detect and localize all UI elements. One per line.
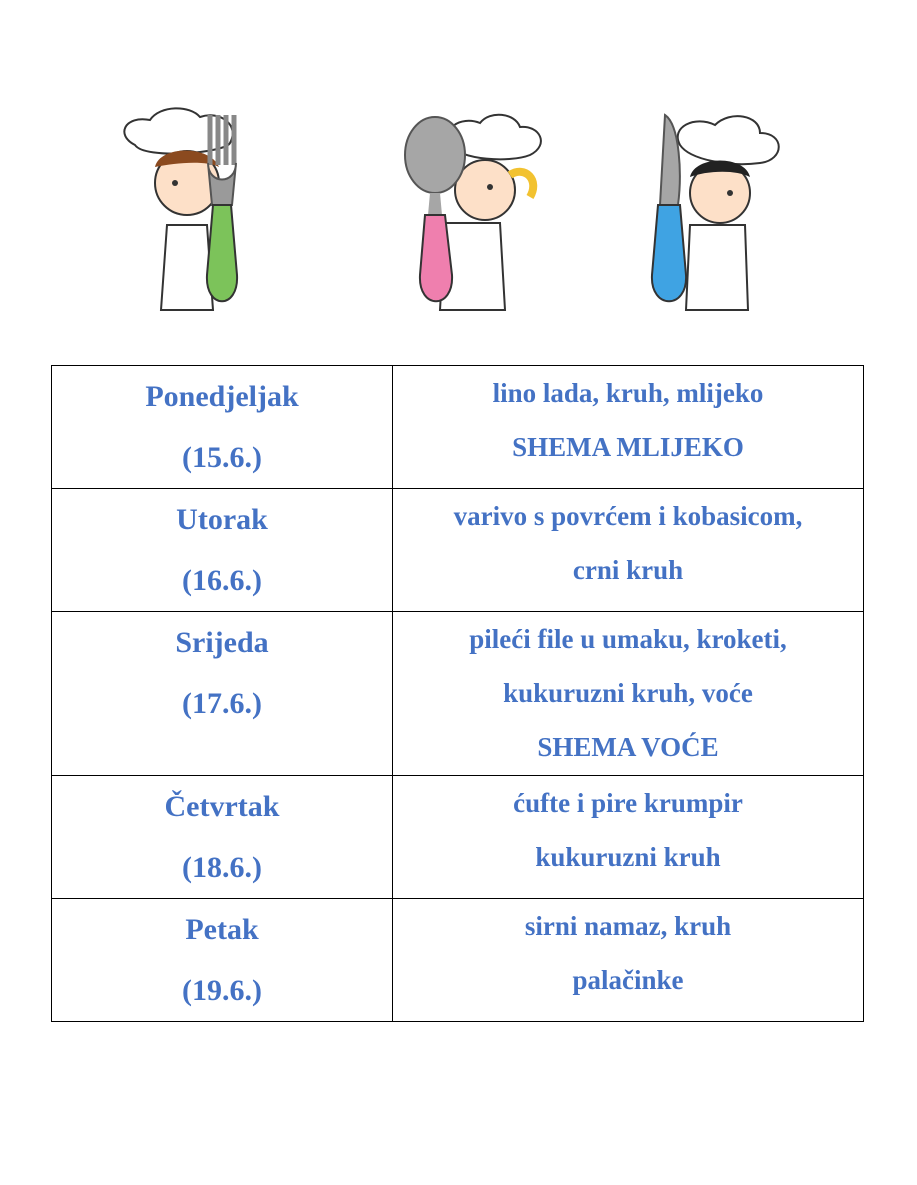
meal-line: palačinke xyxy=(572,965,684,995)
meal-line: kukuruzni kruh, voće xyxy=(503,678,753,708)
day-date: (18.6.) xyxy=(182,851,262,884)
table-row xyxy=(52,612,864,776)
meal-cell xyxy=(393,366,864,489)
table-row xyxy=(52,366,864,489)
meal-line: varivo s povrćem i kobasicom, xyxy=(453,501,803,531)
chef-boy-fork-icon xyxy=(115,105,285,320)
meal-line: crni kruh xyxy=(572,555,684,585)
day-date: (15.6.) xyxy=(182,441,262,474)
meal-cell xyxy=(393,489,864,612)
meal-cell xyxy=(393,899,864,1022)
day-cell xyxy=(52,899,393,1022)
day-date: (19.6.) xyxy=(182,974,262,1007)
day-date: (17.6.) xyxy=(182,687,262,720)
day-name: Srijeda xyxy=(175,626,269,659)
day-name: Ponedjeljak xyxy=(145,380,299,413)
meal-line: pileći file u umaku, kroketi, xyxy=(469,624,787,654)
meal-line: kukuruzni kruh xyxy=(535,842,721,872)
meal-line: sirni namaz, kruh xyxy=(524,911,732,941)
meal-line: ćufte i pire krumpir xyxy=(513,788,743,818)
day-cell xyxy=(52,612,393,776)
day-date: (16.6.) xyxy=(182,564,262,597)
day-name: Četvrtak xyxy=(164,790,280,823)
day-cell xyxy=(52,366,393,489)
meal-cell xyxy=(393,612,864,776)
meal-cell xyxy=(393,776,864,899)
meal-line: lino lada, kruh, mlijeko xyxy=(492,378,764,408)
day-name: Utorak xyxy=(176,503,268,536)
day-name: Petak xyxy=(185,913,259,946)
weekly-menu-table xyxy=(51,365,864,1022)
chef-girl-spoon-icon xyxy=(390,105,560,320)
chef-boy-knife-icon xyxy=(620,105,790,320)
table-row xyxy=(52,489,864,612)
meal-line: SHEMA VOĆE xyxy=(537,732,719,762)
day-cell xyxy=(52,776,393,899)
table-row xyxy=(52,899,864,1022)
meal-line: SHEMA MLIJEKO xyxy=(512,432,744,462)
chef-illustrations xyxy=(100,105,800,325)
table-row xyxy=(52,776,864,899)
day-cell xyxy=(52,489,393,612)
